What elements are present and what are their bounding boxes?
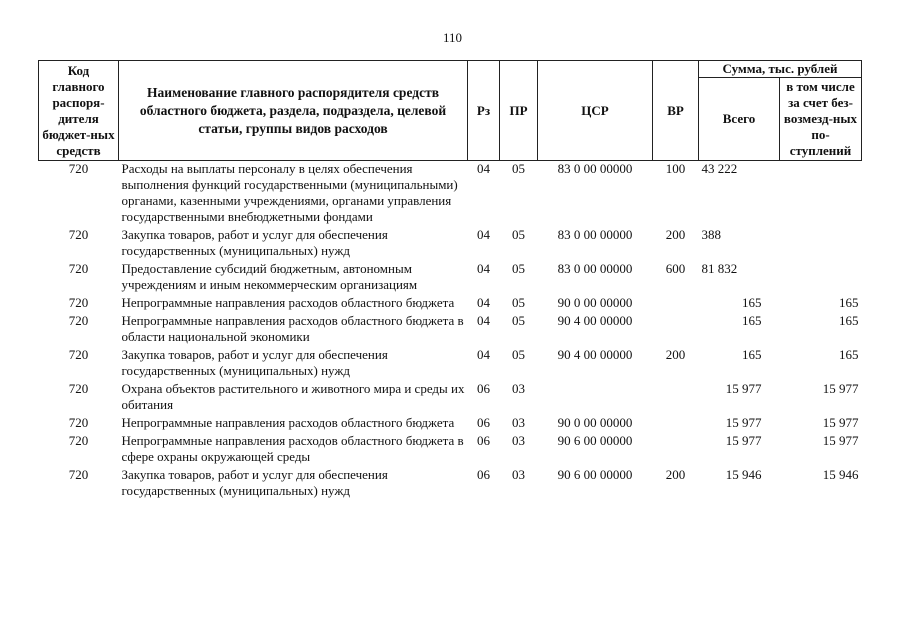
row-pr: 03 — [512, 381, 525, 396]
row-rz: 06 — [477, 467, 490, 482]
row-total: 165 — [742, 295, 762, 310]
row-free: 165 — [839, 295, 859, 310]
row-vr: 200 — [665, 347, 686, 362]
row-pr: 05 — [512, 227, 525, 242]
row-vr: 100 — [665, 161, 686, 176]
table-row — [39, 347, 862, 381]
row-pr: 05 — [512, 313, 525, 328]
row-code: 720 — [68, 467, 89, 482]
row-name: Непрограммные направления расходов областного бюджета в сфере охраны окружающей среды — [121, 433, 464, 464]
table-row — [39, 161, 862, 228]
row-free: 15 977 — [822, 381, 859, 396]
header-code: Код главного распоря-дителя бюджет-ных средств — [39, 61, 119, 161]
row-csr: 83 0 00 00000 — [557, 261, 633, 276]
row-csr: 90 0 00 00000 — [557, 415, 633, 430]
row-total: 165 — [742, 313, 762, 328]
row-name: Непрограммные направления расходов областного бюджета в области национальной экономики — [121, 313, 464, 344]
row-free: 15 977 — [822, 415, 859, 430]
table-body — [39, 161, 862, 502]
row-total: 15 977 — [725, 415, 762, 430]
row-csr: 83 0 00 00000 — [557, 161, 633, 176]
row-total: 15 977 — [725, 433, 762, 448]
row-vr: 200 — [665, 467, 686, 482]
header-sum-group: Сумма, тыс. рублей — [699, 61, 862, 78]
budget-table — [38, 60, 862, 501]
row-name: Непрограммные направления расходов областного бюджета — [121, 415, 455, 430]
row-rz: 04 — [477, 261, 490, 276]
row-vr — [653, 295, 699, 313]
row-rz: 04 — [477, 227, 490, 242]
table-row — [39, 227, 862, 261]
row-code: 720 — [68, 261, 89, 276]
row-code: 720 — [68, 415, 89, 430]
row-name: Закупка товаров, работ и услуг для обеспечения государственных (муниципальных) нужд — [121, 467, 388, 498]
row-code: 720 — [68, 433, 89, 448]
row-code: 720 — [68, 313, 89, 328]
table-header — [39, 61, 862, 161]
row-rz: 04 — [477, 313, 490, 328]
row-csr: 90 6 00 00000 — [557, 433, 633, 448]
row-vr — [653, 313, 699, 347]
row-free: 15 977 — [822, 433, 859, 448]
row-free: 15 946 — [822, 467, 859, 482]
row-rz: 06 — [477, 415, 490, 430]
row-csr: 90 6 00 00000 — [557, 467, 633, 482]
header-csr: ЦСР — [538, 61, 653, 161]
row-name: Закупка товаров, работ и услуг для обеспечения государственных (муниципальных) нужд — [121, 347, 388, 378]
row-rz: 04 — [477, 347, 490, 362]
row-vr — [653, 381, 699, 415]
row-vr — [653, 433, 699, 467]
row-total: 81 832 — [701, 261, 738, 276]
header-rz: Рз — [468, 61, 500, 161]
row-free — [780, 227, 862, 261]
row-name: Охрана объектов растительного и животного мира и среды их обитания — [121, 381, 465, 412]
row-pr: 05 — [512, 261, 525, 276]
header-vr: ВР — [653, 61, 699, 161]
row-code: 720 — [68, 161, 89, 176]
row-code: 720 — [68, 381, 89, 396]
row-name: Предоставление субсидий бюджетным, автономным учреждениям и иным некоммерческим организациям — [121, 261, 418, 292]
table-row — [39, 467, 862, 501]
row-total: 15 977 — [725, 381, 762, 396]
header-name: Наименование главного распорядителя средств областного бюджета, раздела, подраздела, целевой статьи, группы видов расходов — [119, 61, 468, 161]
row-code: 720 — [68, 347, 89, 362]
row-vr: 200 — [665, 227, 686, 242]
row-csr: 90 0 00 00000 — [557, 295, 633, 310]
row-total: 388 — [701, 227, 721, 242]
row-total: 15 946 — [725, 467, 762, 482]
row-rz: 06 — [477, 433, 490, 448]
row-free — [780, 161, 862, 228]
row-pr: 03 — [512, 433, 525, 448]
table-row — [39, 313, 862, 347]
row-pr: 05 — [512, 295, 525, 310]
row-rz: 04 — [477, 161, 490, 176]
row-vr — [653, 415, 699, 433]
row-name: Непрограммные направления расходов областного бюджета — [121, 295, 455, 310]
row-code: 720 — [68, 295, 89, 310]
row-vr: 600 — [665, 261, 686, 276]
table-row — [39, 433, 862, 467]
row-free: 165 — [839, 347, 859, 362]
table-row — [39, 381, 862, 415]
table-row — [39, 295, 862, 313]
row-name: Расходы на выплаты персоналу в целях обеспечения выполнения функций государственными (муниципальными) органами, казенными учреждениями, органами управления государственными внебюджетными фондами — [121, 161, 458, 224]
row-csr: 83 0 00 00000 — [557, 227, 633, 242]
header-total: Всего — [699, 78, 780, 161]
row-rz: 04 — [477, 295, 490, 310]
row-code: 720 — [68, 227, 89, 242]
page-number: 110 — [442, 30, 463, 45]
row-csr: 90 4 00 00000 — [557, 347, 633, 362]
row-total: 43 222 — [701, 161, 738, 176]
header-free: в том числе за счет без-возмезд-ных по-ступлений — [780, 78, 862, 161]
header-pr: ПР — [500, 61, 538, 161]
row-free: 165 — [839, 313, 859, 328]
row-total: 165 — [742, 347, 762, 362]
row-csr — [538, 381, 653, 415]
row-pr: 05 — [512, 161, 525, 176]
row-pr: 03 — [512, 415, 525, 430]
table-row — [39, 261, 862, 295]
row-rz: 06 — [477, 381, 490, 396]
row-csr: 90 4 00 00000 — [557, 313, 633, 328]
table-row — [39, 415, 862, 433]
row-free — [780, 261, 862, 295]
row-name: Закупка товаров, работ и услуг для обеспечения государственных (муниципальных) нужд — [121, 227, 388, 258]
row-pr: 05 — [512, 347, 525, 362]
row-pr: 03 — [512, 467, 525, 482]
